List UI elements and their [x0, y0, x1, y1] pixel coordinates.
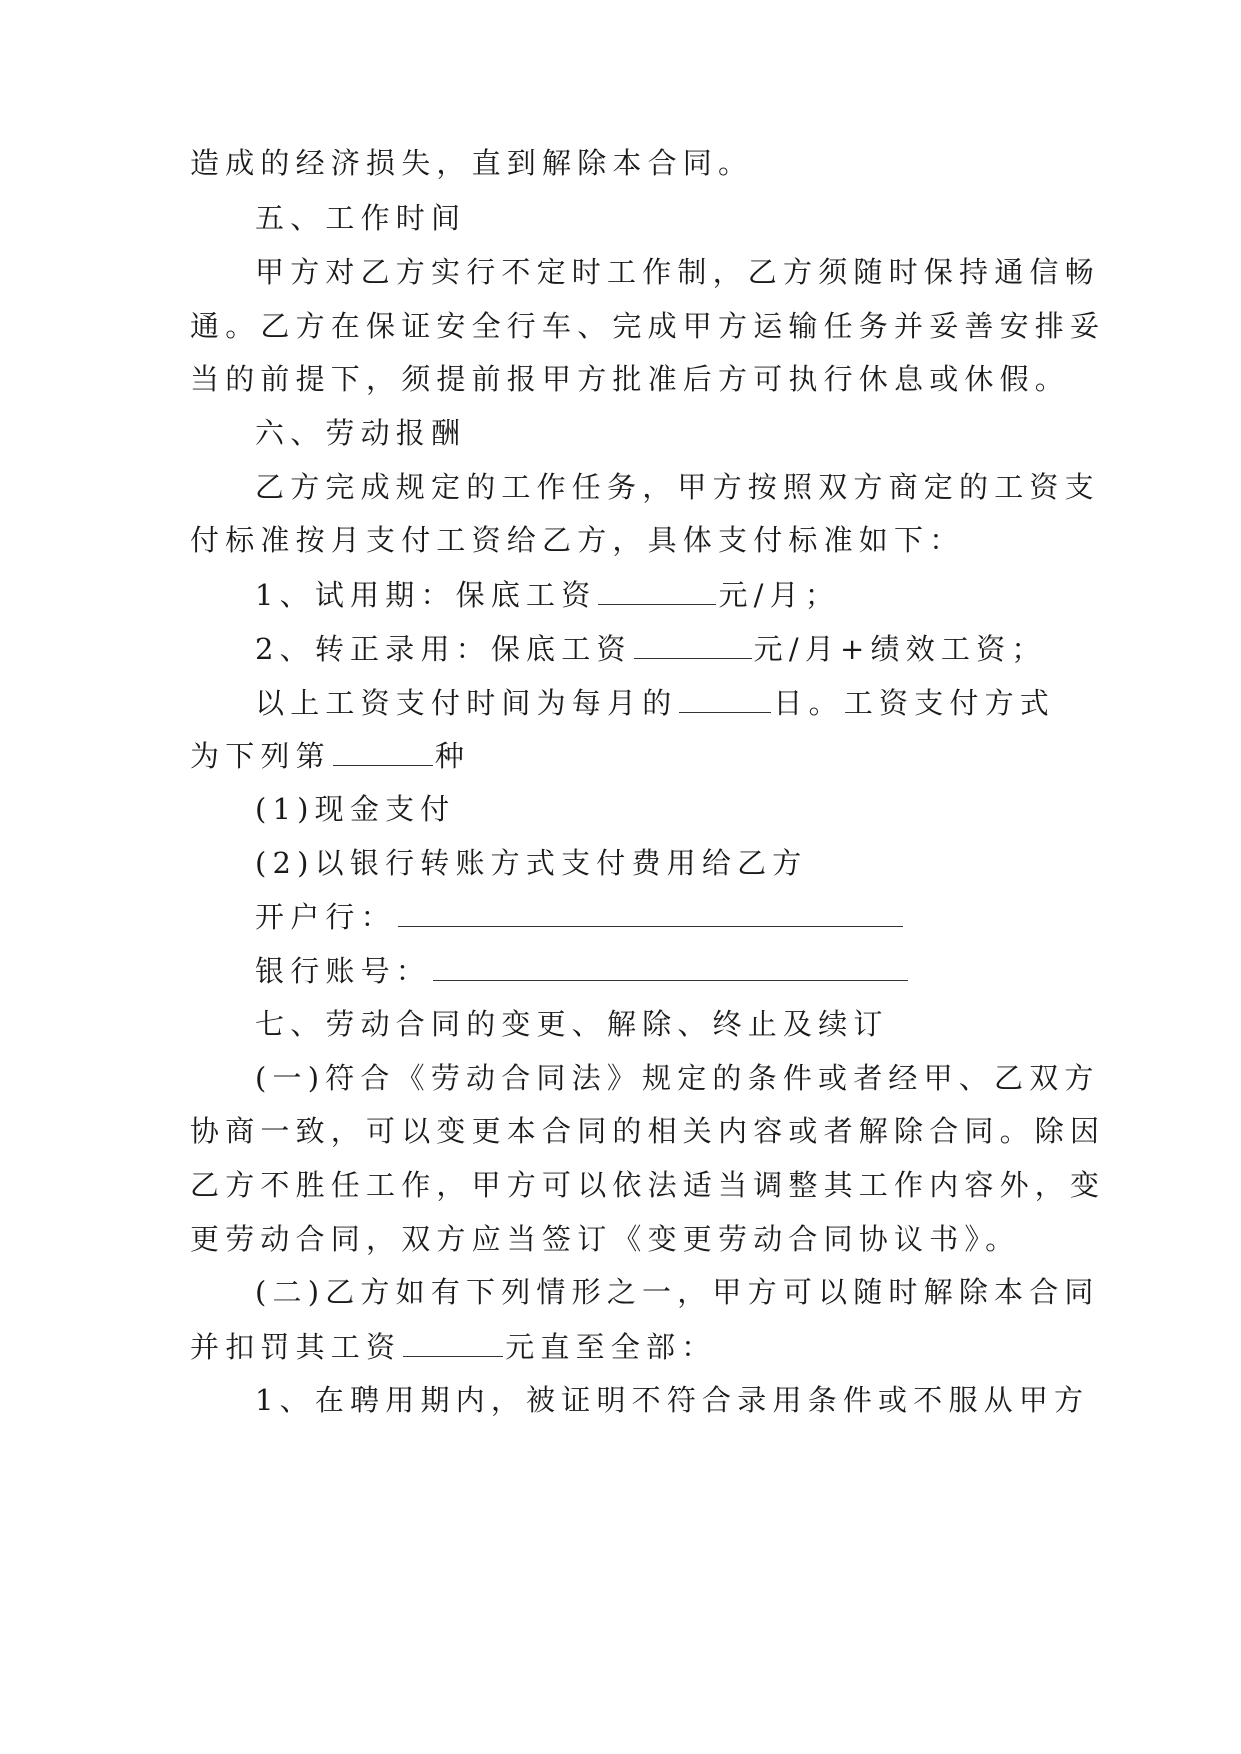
text-segment: 以上工资支付时间为每月的	[255, 686, 678, 720]
payment-date-line	[255, 682, 1055, 722]
paragraph-line: 造成的经济损失，直到解除本合同。	[190, 146, 754, 180]
paragraph-line: 1、在聘用期内，被证明不符合录用条件或不服从甲方	[255, 1383, 1090, 1417]
paragraph-line: 甲方对乙方实行不定时工作制，乙方须随时保持通信畅	[255, 255, 1100, 289]
text-segment: 元/月+绩效工资；	[753, 632, 1047, 666]
text-segment: 元/月；	[718, 578, 841, 612]
text-segment: 1、试用期：保底工资	[255, 578, 597, 612]
paragraph-line: 乙方不胜任工作，甲方可以依法适当调整其工作内容外，变	[190, 1168, 1106, 1202]
text-segment: 银行账号：	[255, 954, 432, 988]
fill-blank[interactable]	[333, 735, 433, 766]
payment-method-line	[190, 735, 470, 775]
paragraph-line: (二)乙方如有下列情形之一，甲方可以随时解除本合同	[255, 1275, 1100, 1309]
penalty-line	[190, 1326, 716, 1366]
section-heading: 七、劳动合同的变更、解除、终止及续订	[255, 1007, 889, 1041]
text-segment: 开户行：	[255, 900, 396, 934]
probation-salary-line	[255, 574, 840, 614]
text-segment: 种	[434, 739, 471, 773]
fill-blank[interactable]	[634, 628, 752, 659]
text-segment: 为下列第	[190, 739, 331, 773]
option-line: (2)以银行转账方式支付费用给乙方	[255, 846, 808, 880]
fill-blank[interactable]	[598, 574, 716, 605]
text-segment: 2、转正录用：保底工资	[255, 632, 632, 666]
paragraph-line: 当的前提下，须提前报甲方批准后方可执行休息或休假。	[190, 362, 1071, 396]
option-line: (1)现金支付	[255, 792, 456, 826]
paragraph-line: (一)符合《劳动合同法》规定的条件或者经甲、乙双方	[255, 1061, 1100, 1095]
text-segment: 并扣罚其工资	[190, 1330, 402, 1364]
fill-blank[interactable]	[433, 950, 908, 981]
paragraph-line: 付标准按月支付工资给乙方，具体支付标准如下：	[190, 523, 965, 557]
fill-blank[interactable]	[679, 682, 771, 713]
fill-blank[interactable]	[403, 1326, 503, 1357]
regular-salary-line	[255, 628, 1047, 668]
bank-line	[255, 896, 905, 936]
section-heading: 六、劳动报酬	[255, 416, 467, 450]
paragraph-line: 乙方完成规定的工作任务，甲方按照双方商定的工资支	[255, 470, 1100, 504]
paragraph-line: 协商一致，可以变更本合同的相关内容或者解除合同。除因	[190, 1114, 1106, 1148]
text-segment: 日。工资支付方式	[773, 686, 1056, 720]
section-heading: 五、工作时间	[255, 201, 467, 235]
paragraph-line: 更劳动合同，双方应当签订《变更劳动合同协议书》。	[190, 1222, 1021, 1256]
text-segment: 元直至全部：	[505, 1330, 717, 1364]
fill-blank[interactable]	[398, 896, 903, 927]
paragraph-line: 通。乙方在保证安全行车、完成甲方运输任务并妥善安排妥	[190, 309, 1106, 343]
account-line	[255, 950, 910, 990]
